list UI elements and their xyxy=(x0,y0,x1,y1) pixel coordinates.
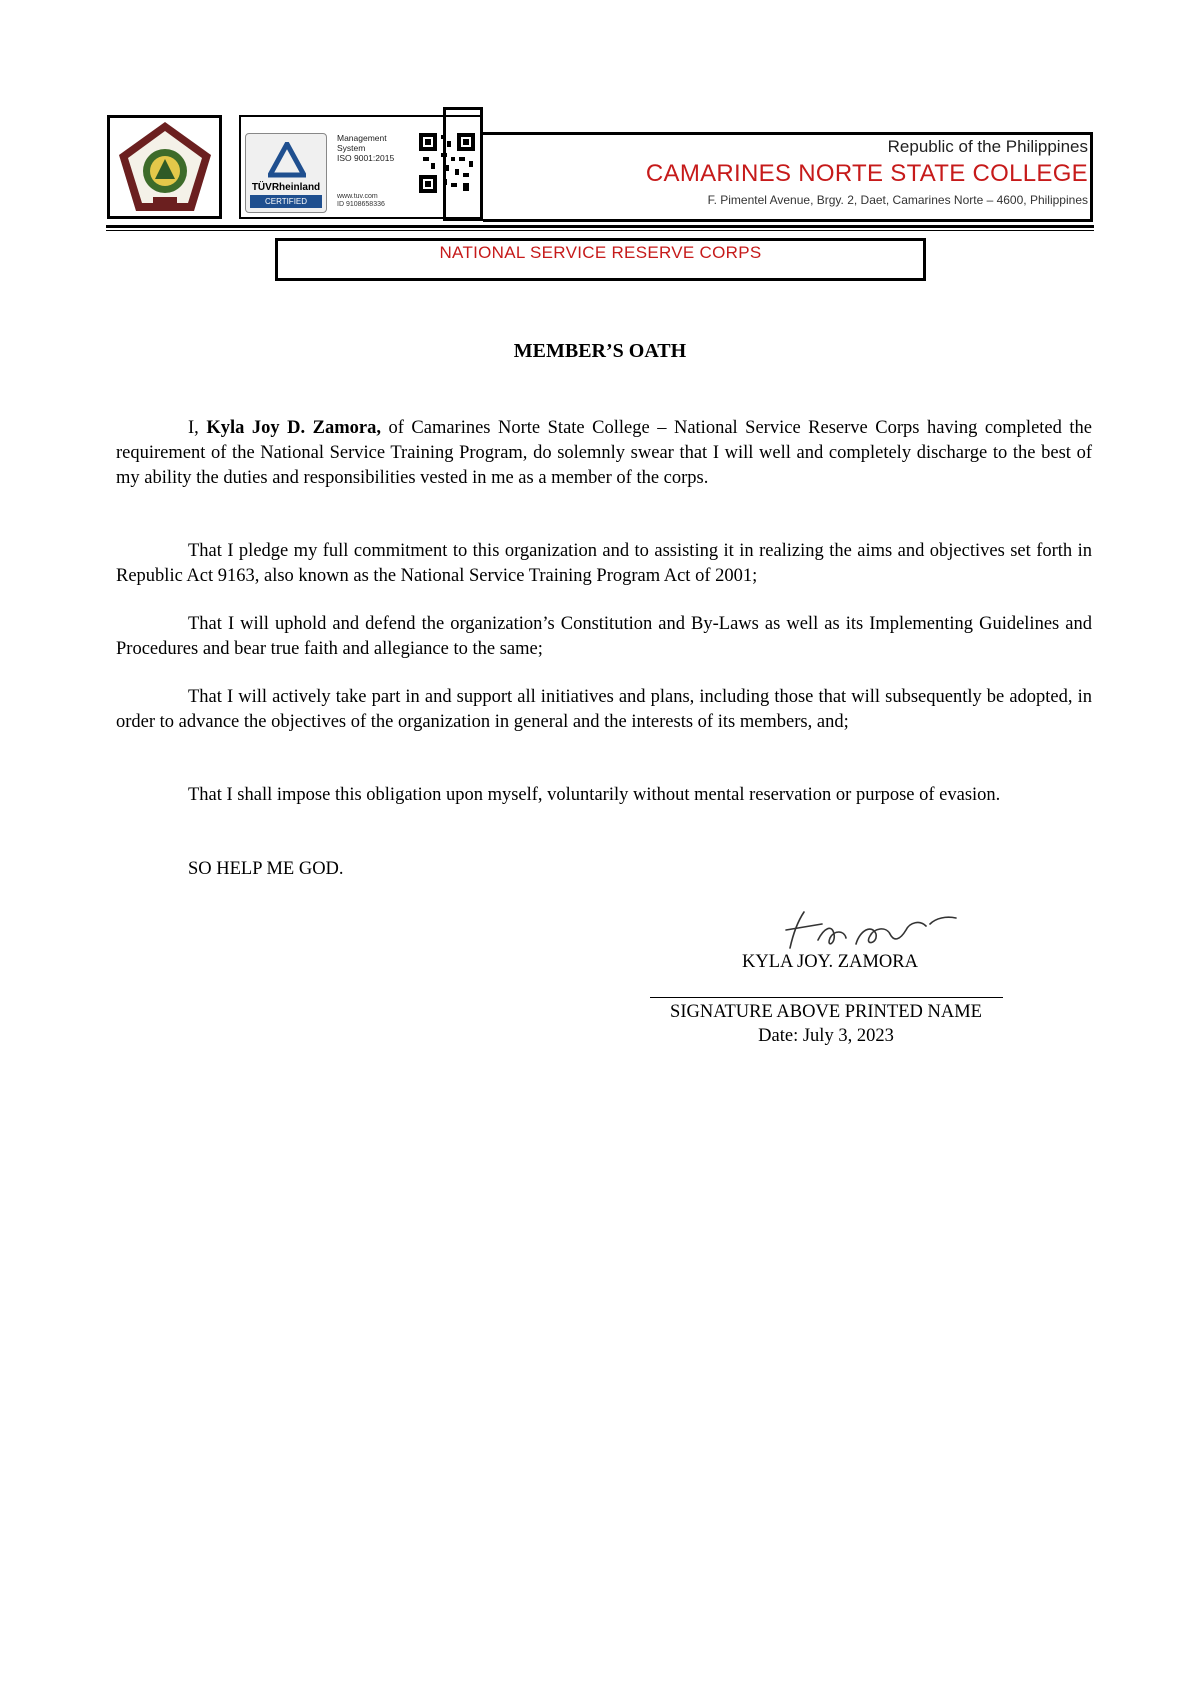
tuv-brand: TÜVRheinland xyxy=(251,182,321,193)
college-seal-frame xyxy=(107,115,222,219)
certification-web xyxy=(337,193,385,209)
cert-id: ID 9108658336 xyxy=(337,201,385,208)
signature-date: Date: July 3, 2023 xyxy=(758,1026,894,1046)
oath-paragraph xyxy=(116,783,1092,808)
tuv-certified-label: CERTIFIED xyxy=(250,195,322,208)
college-name: CAMARINES NORTE STATE COLLEGE xyxy=(645,160,1088,187)
header-rule-thin xyxy=(106,230,1094,231)
republic-label: Republic of the Philippines xyxy=(887,137,1088,156)
header-rule xyxy=(106,225,1094,228)
member-name: Kyla Joy D. Zamora, xyxy=(206,418,381,438)
paragraph-text: That I pledge my full commitment to this organization and to assisting it in realizing the aims and objectives set forth in Republic Act 9163, also known as the National Service Training Program Act of 2001; xyxy=(116,541,1092,586)
college-address: F. Pimentel Avenue, Brgy. 2, Daet, Camarines Norte – 4600, Philippines xyxy=(707,193,1088,207)
certification-text xyxy=(337,133,394,163)
handwritten-signature xyxy=(760,900,970,960)
college-seal-icon xyxy=(115,119,215,215)
paragraph-text: That I will actively take part in and support all initiatives and plans, including those that will subsequently be adopted, in order to advance the objectives of the organization in general and the interests of its members, and; xyxy=(116,687,1092,732)
tuv-logo-icon xyxy=(268,142,306,178)
intro-start: I, xyxy=(188,418,207,438)
signature-line xyxy=(650,997,1003,998)
unit-name: NATIONAL SERVICE RESERVE CORPS xyxy=(439,243,762,262)
document-title: MEMBER’S OATH xyxy=(513,340,687,362)
cert-line: Management xyxy=(337,133,387,143)
printed-name: KYLA JOY. ZAMORA xyxy=(742,952,918,972)
signature-label: SIGNATURE ABOVE PRINTED NAME xyxy=(670,1002,982,1022)
tuv-badge xyxy=(245,133,327,213)
cert-standard: ISO 9001:2015 xyxy=(337,153,395,163)
cert-website: www.tuv.com xyxy=(337,193,378,200)
cert-line: System xyxy=(337,143,366,153)
paragraph-text: That I shall impose this obligation upon myself, voluntarily without mental reservation or purpose of evasion. xyxy=(188,785,1001,805)
paragraph-text: That I will uphold and defend the organization’s Constitution and By-Laws as well as its Implementing Guidelines and Procedures and bear true faith and allegiance to the same; xyxy=(116,614,1092,659)
qr-frame xyxy=(443,107,483,221)
intro-rest: of Camarines Norte State College – National Service Reserve Corps having completed the requirement of the National Service Training Program, do solemnly swear that I will well and completely discharge to the best of my ability the duties and responsibilities vested in me as a member of the corps. xyxy=(116,418,1092,488)
oath-intro-paragraph xyxy=(116,416,1092,491)
oath-paragraph xyxy=(116,685,1092,735)
closing-text: SO HELP ME GOD. xyxy=(188,859,344,879)
oath-paragraph xyxy=(116,612,1092,662)
closing-line xyxy=(116,857,1092,882)
oath-paragraph xyxy=(116,539,1092,589)
